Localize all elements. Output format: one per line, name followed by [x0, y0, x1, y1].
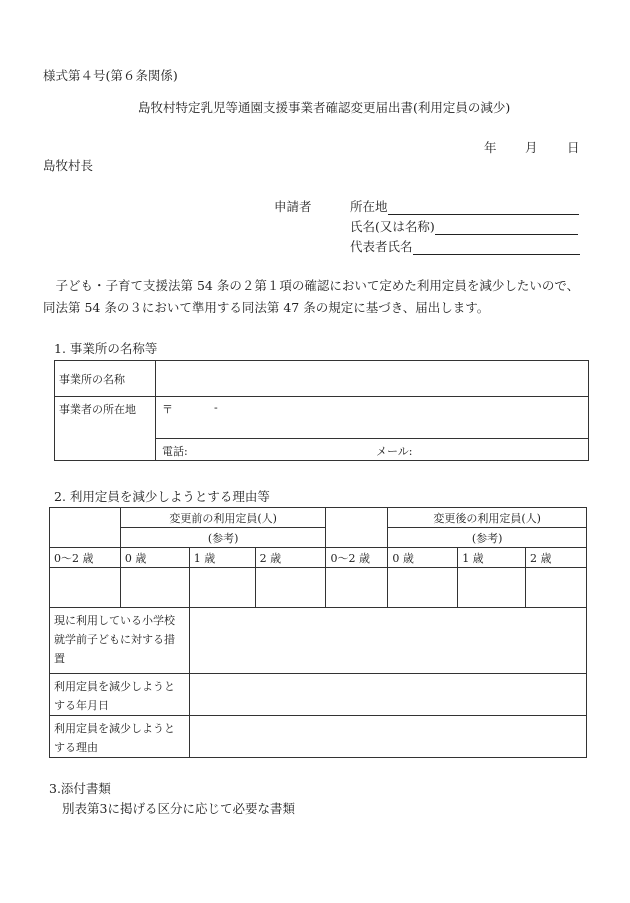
reduction-reason-label: 利用定員を減少しようとする理由 — [50, 716, 190, 758]
facility-name-field[interactable] — [156, 361, 589, 397]
after-corner-cell — [326, 508, 388, 548]
section3-heading: 3.添付書類 — [49, 781, 111, 796]
after-age-1-value[interactable] — [458, 568, 526, 608]
before-age-1-header: 1 歳 — [189, 548, 255, 568]
capacity-table — [49, 507, 587, 758]
after-reference-label: (参考) — [388, 528, 587, 548]
date-day-label: 日 — [567, 140, 580, 155]
applicant-address-row — [350, 197, 579, 215]
before-age-0-value[interactable] — [120, 568, 189, 608]
section2-heading: 2. 利用定員を減少しようとする理由等 — [54, 489, 270, 504]
reduction-date-field[interactable] — [189, 674, 586, 716]
before-age-2-value[interactable] — [255, 568, 326, 608]
applicant-address-label: 所在地 — [350, 199, 388, 214]
after-age-0-value[interactable] — [388, 568, 458, 608]
applicant-name-field[interactable] — [435, 221, 578, 235]
after-age-0-2-header: 0～2 歳 — [326, 548, 388, 568]
operator-address-field[interactable] — [156, 397, 589, 439]
before-age-0-header: 0 歳 — [120, 548, 189, 568]
phone-label: 電話: — [162, 445, 188, 458]
after-age-2-header: 2 歳 — [526, 548, 587, 568]
before-age-0-2-header: 0～2 歳 — [50, 548, 121, 568]
applicant-label: 申請者 — [274, 199, 312, 214]
before-capacity-header: 変更前の利用定員(人) — [120, 508, 326, 528]
before-reference-label: (参考) — [120, 528, 326, 548]
form-number: 様式第４号(第６条関係) — [43, 68, 178, 83]
postal-mark: 〒 — [162, 403, 173, 416]
before-corner-cell — [50, 508, 121, 548]
applicant-address-field[interactable] — [388, 201, 579, 215]
applicant-name-label: 氏名(又は名称) — [350, 219, 435, 234]
after-age-2-value[interactable] — [526, 568, 587, 608]
after-age-0-header: 0 歳 — [388, 548, 458, 568]
facility-table — [54, 360, 589, 461]
after-age-0-2-value[interactable] — [326, 568, 388, 608]
section1-heading: 1. 事業所の名称等 — [54, 341, 158, 356]
after-capacity-header: 変更後の利用定員(人) — [388, 508, 587, 528]
before-age-1-value[interactable] — [189, 568, 255, 608]
measures-label: 現に利用している小学校就学前子どもに対する措置 — [50, 608, 190, 674]
postal-dash: - — [214, 401, 218, 414]
before-age-2-header: 2 歳 — [255, 548, 326, 568]
form-title: 島牧村特定乳児等通園支援事業者確認変更届出書(利用定員の減少) — [138, 100, 511, 115]
operator-address-label: 事業者の所在地 — [55, 397, 156, 461]
after-age-1-header: 1 歳 — [458, 548, 526, 568]
applicant-representative-field[interactable] — [413, 241, 580, 255]
section3-text: 別表第3に掲げる区分に応じて必要な書類 — [62, 801, 295, 816]
date-year-label: 年 — [484, 140, 497, 155]
applicant-representative-label: 代表者氏名 — [350, 239, 413, 254]
contact-field[interactable] — [156, 439, 589, 461]
addressee: 島牧村長 — [43, 158, 94, 173]
reduction-reason-field[interactable] — [189, 716, 586, 758]
facility-name-label: 事業所の名称 — [55, 361, 156, 397]
email-label: メール: — [376, 445, 413, 458]
date-month-label: 月 — [525, 140, 538, 155]
before-age-0-2-value[interactable] — [50, 568, 121, 608]
reduction-date-label: 利用定員を減少しようとする年月日 — [50, 674, 190, 716]
applicant-representative-row — [350, 237, 580, 255]
applicant-name-row — [350, 217, 578, 235]
measures-field[interactable] — [189, 608, 586, 674]
body-paragraph: 子ども・子育て支援法第 54 条の２第１項の確認において定めた利用定員を減少したいので、同法第 54 条の３において準用する同法第 47 条の規定に基づき、届出します。 — [43, 278, 580, 315]
